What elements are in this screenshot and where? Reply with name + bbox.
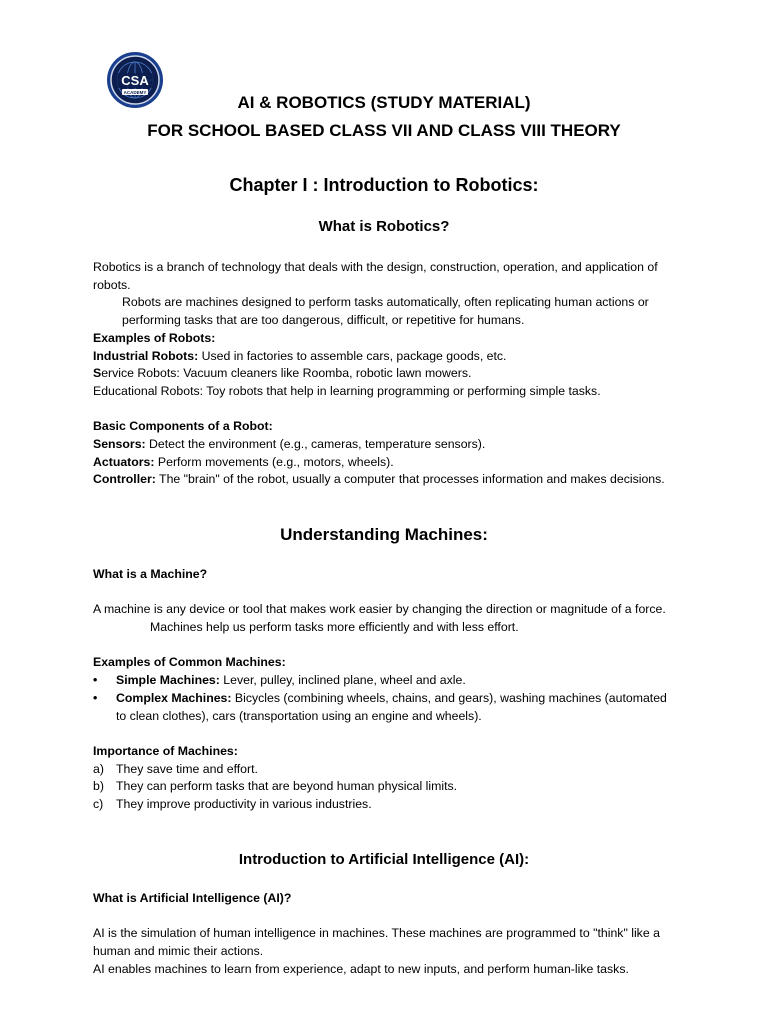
- document-title-line-2: FOR SCHOOL BASED CLASS VII AND CLASS VIII THEORY: [147, 121, 621, 140]
- list-item: c) They improve productivity in various industries.: [93, 797, 372, 812]
- list-item: • Complex Machines: Bicycles (combining wheels, chains, and gears), washing machines (automated to clean clothes), cars (transportation using an engine and wheels).: [93, 690, 673, 725]
- ai-paragraph-1: AI is the simulation of human intelligence in machines. These machines are programmed to "think" like a human and mimic their actions.: [93, 926, 660, 959]
- machine-importance-list: [93, 761, 673, 814]
- section-heading-ai: Introduction to Artificial Intelligence (AI):: [238, 851, 530, 868]
- ai-section-body: [93, 890, 673, 979]
- machine-examples-heading: Examples of Common Machines:: [93, 655, 286, 670]
- robot-example-item: Educational Robots: Toy robots that help in learning programming or performing simple tasks.: [93, 383, 601, 398]
- ai-subheading: What is Artificial Intelligence (AI)?: [93, 891, 292, 905]
- machine-subheading: What is a Machine?: [93, 567, 208, 581]
- robot-components-heading: Basic Components of a Robot:: [93, 419, 273, 434]
- machine-examples-list: [93, 672, 673, 725]
- machines-section-body: [93, 566, 673, 814]
- list-item: b) They can perform tasks that are beyond human physical limits.: [93, 779, 458, 794]
- section-heading-robotics: What is Robotics?: [318, 218, 450, 235]
- robot-example-item: Service Robots: Vacuum cleaners like Roomba, robotic lawn mowers.: [93, 366, 472, 381]
- robot-example-item: Industrial Robots: Used in factories to assemble cars, package goods, etc.: [93, 348, 507, 363]
- robot-component-item: Actuators: Perform movements (e.g., motors, wheels).: [93, 454, 394, 469]
- logo-text: CSA: [121, 73, 149, 88]
- machine-paragraph-1: A machine is any device or tool that makes work easier by changing the direction or magnitude of a force.: [93, 602, 666, 617]
- robotics-paragraph-2: Robots are machines designed to perform tasks automatically, often replicating human actions or performing tasks that are too dangerous, difficult, or repetitive for humans.: [122, 295, 649, 328]
- robotics-paragraph-1: Robotics is a branch of technology that deals with the design, construction, operation, and application of robots.: [93, 260, 658, 292]
- machine-paragraph-2: Machines help us perform tasks more efficiently and with less effort.: [150, 620, 519, 635]
- ai-paragraph-2: AI enables machines to learn from experience, adapt to new inputs, and perform human-like tasks.: [93, 961, 629, 976]
- list-item: a) They save time and effort.: [93, 761, 258, 776]
- chapter-title: Chapter I : Introduction to Robotics:: [229, 175, 539, 195]
- robotics-section-body: [93, 259, 673, 489]
- logo-subtext: ACADEMY: [123, 90, 147, 95]
- machine-importance-heading: Importance of Machines:: [93, 743, 238, 758]
- robot-component-item: Controller: The "brain" of the robot, usually a computer that processes information and makes decisions.: [93, 472, 665, 487]
- robot-component-item: Sensors: Detect the environment (e.g., cameras, temperature sensors).: [93, 437, 486, 452]
- document-title-line-1: AI & ROBOTICS (STUDY MATERIAL): [237, 93, 531, 112]
- robot-examples-heading: Examples of Robots:: [93, 330, 216, 345]
- section-heading-machines: Understanding Machines:: [280, 525, 488, 544]
- list-item: • Simple Machines: Lever, pulley, inclined plane, wheel and axle.: [93, 672, 673, 690]
